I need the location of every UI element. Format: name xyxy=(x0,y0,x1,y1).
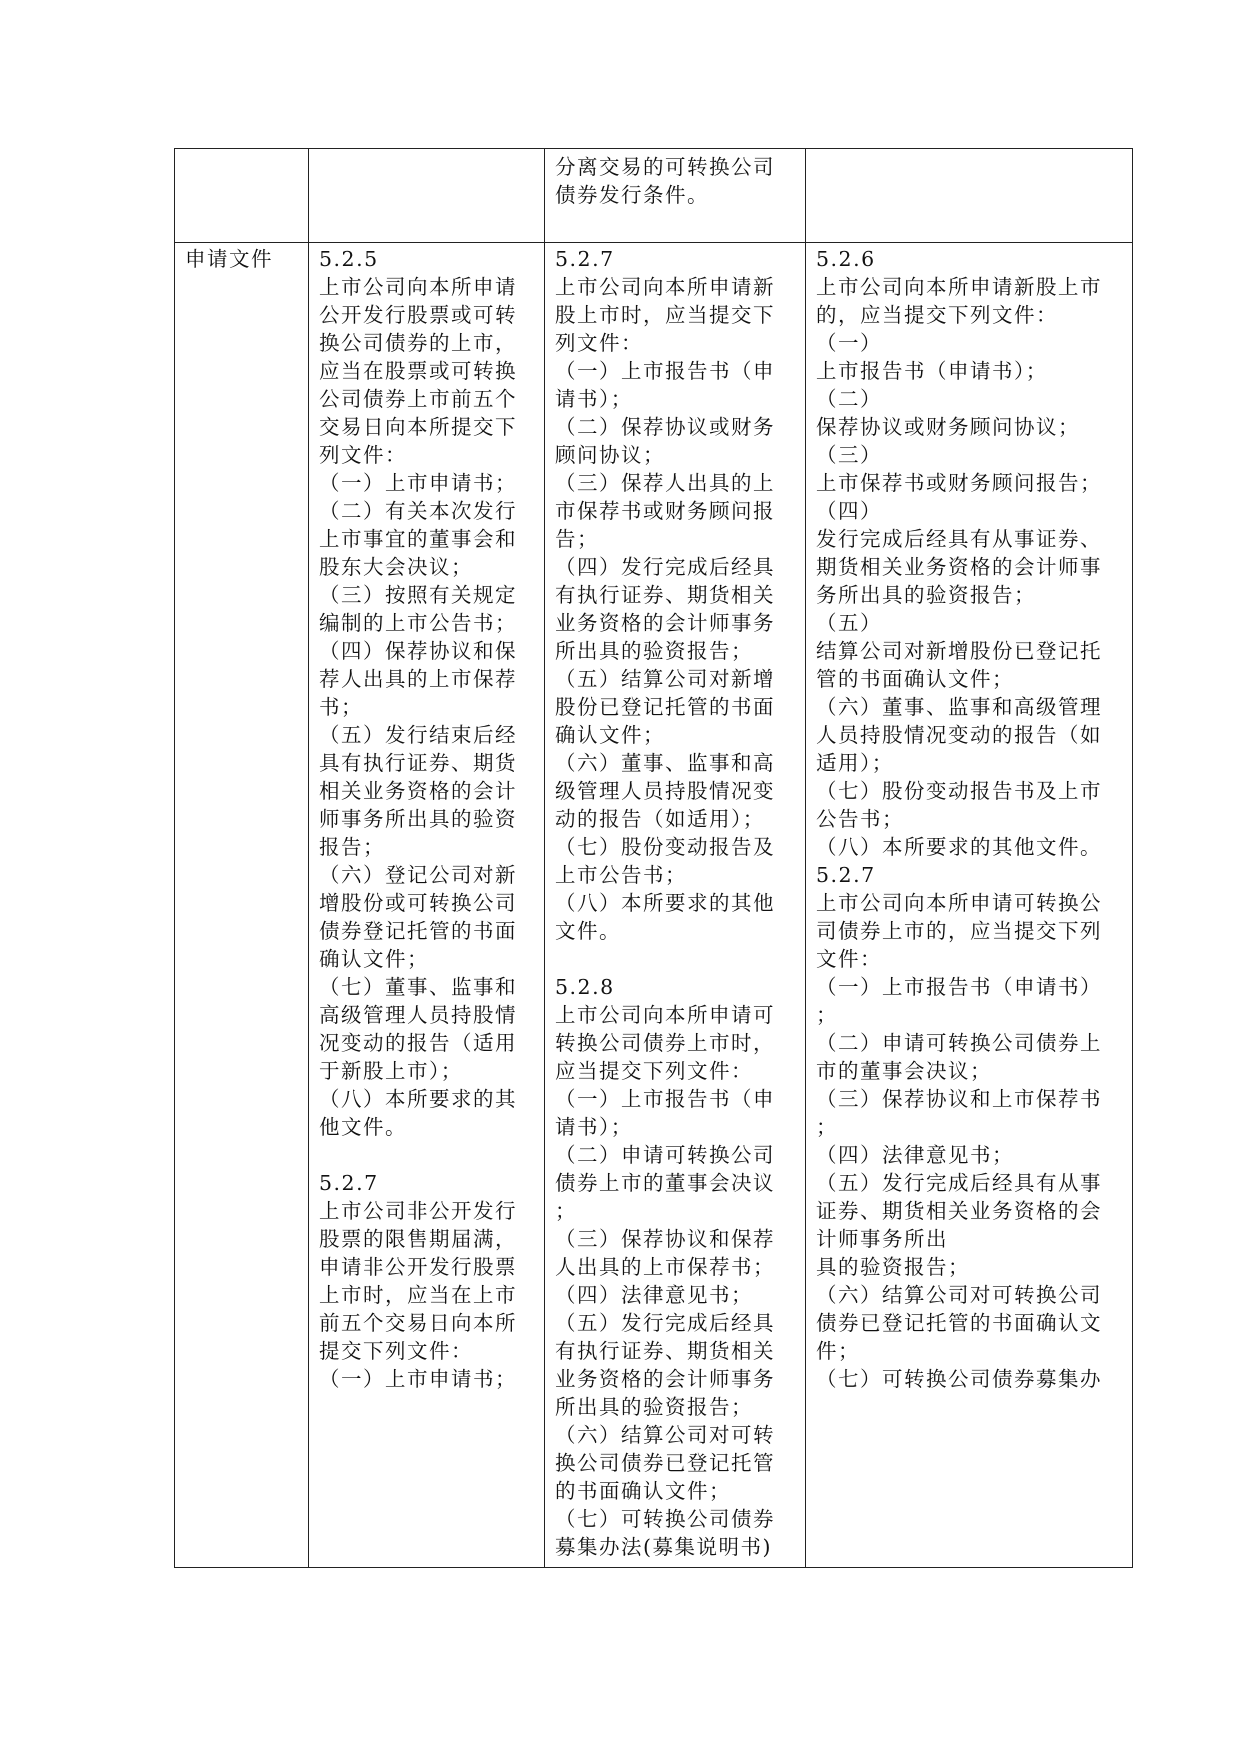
text-line: 结算公司对新增股份已登记托 xyxy=(816,639,1102,663)
text-line: 证券、期货相关业务资格的会 xyxy=(816,1199,1102,1223)
text-line: （一）上市报告书（申 xyxy=(555,1087,775,1111)
text-line: 务所出具的验资报告； xyxy=(816,583,1036,607)
text-line: （一）上市申请书； xyxy=(319,1367,517,1391)
table-cell-empty xyxy=(806,149,1133,243)
text-line: （四） xyxy=(816,499,882,523)
text-line: （四）法律意见书； xyxy=(816,1143,1014,1167)
text-line: （三） xyxy=(816,443,882,467)
text-line: （二）申请可转换公司 xyxy=(555,1143,775,1167)
text-line: 业务资格的会计师事务 xyxy=(555,1367,775,1391)
text-line: （八）本所要求的其他文件。 xyxy=(816,835,1102,859)
text-line: （五）发行结束后经 xyxy=(319,723,517,747)
table-cell-empty xyxy=(309,149,545,243)
text-line: （二）保荐协议或财务 xyxy=(555,415,775,439)
text-line: 上市公司向本所申请可 xyxy=(555,1003,775,1027)
text-line: 确认文件； xyxy=(555,723,665,747)
text-line: 具的验资报告； xyxy=(816,1255,970,1279)
text-line: 请书）； xyxy=(555,387,633,411)
text-line: 级管理人员持股情况变 xyxy=(555,779,775,803)
text-line: （一）上市报告书（申请书） xyxy=(816,975,1102,999)
text-line: 书； xyxy=(319,695,363,719)
text-line: （一）上市申请书； xyxy=(319,471,517,495)
text-line: 保荐协议或财务顾问协议； xyxy=(816,415,1080,439)
text-line: 相关业务资格的会计 xyxy=(319,779,517,803)
text-line: （八）本所要求的其他 xyxy=(555,891,775,915)
table-row xyxy=(175,243,1133,1568)
text-line: 列文件： xyxy=(319,443,407,467)
text-line: 具有执行证券、期货 xyxy=(319,751,517,775)
text-line: 债券上市的董事会决议 xyxy=(555,1171,775,1195)
cell-text-block xyxy=(545,243,805,1561)
text-line: 交易日向本所提交下 xyxy=(319,415,517,439)
text-line: 文件。 xyxy=(555,919,621,943)
text-line: 公司债券上市前五个 xyxy=(319,387,517,411)
text-line: 上市公司向本所申请 xyxy=(319,275,517,299)
text-line: （六）结算公司对可转 xyxy=(555,1423,775,1447)
text-line: 5.2.7 xyxy=(555,247,615,271)
text-line: 动的报告（如适用）； xyxy=(555,807,765,831)
text-line: 所出具的验资报告； xyxy=(555,1395,753,1419)
text-line: 市保荐书或财务顾问报 xyxy=(555,499,775,523)
text-line: （五）发行完成后经具 xyxy=(555,1311,775,1335)
text-line: （二）申请可转换公司债券上 xyxy=(816,1031,1102,1055)
text-line: （一） xyxy=(816,331,882,355)
text-line: 5.2.5 xyxy=(319,247,379,271)
text-line: 于新股上市）； xyxy=(319,1059,463,1083)
text-line: 有执行证券、期货相关 xyxy=(555,1339,775,1363)
text-line: 5.2.6 xyxy=(816,247,876,271)
text-line: 的书面确认文件； xyxy=(555,1479,731,1503)
text-line: 分离交易的可转换公司 xyxy=(555,155,775,179)
text-line: （七）股份变动报告及 xyxy=(555,835,775,859)
text-line: 他文件。 xyxy=(319,1115,407,1139)
text-line: 应当在股票或可转换 xyxy=(319,359,517,383)
text-line: 报告； xyxy=(319,835,385,859)
text-line: 上市报告书（申请书）； xyxy=(816,359,1048,383)
text-line: 期货相关业务资格的会计师事 xyxy=(816,555,1102,579)
text-line: （五）结算公司对新增 xyxy=(555,667,775,691)
table-cell xyxy=(309,243,545,1568)
text-line: 股上市时，应当提交下 xyxy=(555,303,775,327)
text-line: 上市事宜的董事会和 xyxy=(319,527,517,551)
text-line: 管的书面确认文件； xyxy=(816,667,1014,691)
text-line: （六）结算公司对可转换公司 xyxy=(816,1283,1102,1307)
text-line: 适用）； xyxy=(816,751,894,775)
text-line: 人出具的上市保荐书； xyxy=(555,1255,775,1279)
text-line: （四）法律意见书； xyxy=(555,1283,753,1307)
text-line: 公开发行股票或可转 xyxy=(319,303,517,327)
text-line: 应当提交下列文件： xyxy=(555,1059,753,1083)
cell-text-block xyxy=(806,243,1132,1393)
text-line: 上市时，应当在上市 xyxy=(319,1283,517,1307)
text-line: 股份已登记托管的书面 xyxy=(555,695,775,719)
text-line: （六）董事、监事和高级管理 xyxy=(816,695,1102,719)
text-line: 所出具的验资报告； xyxy=(555,639,753,663)
table-cell xyxy=(545,149,806,243)
text-line: 高级管理人员持股情 xyxy=(319,1003,517,1027)
text-line: 债券发行条件。 xyxy=(555,183,709,207)
text-line: （五）发行完成后经具有从事 xyxy=(816,1171,1102,1195)
text-line: 人员持股情况变动的报告（如 xyxy=(816,723,1102,747)
table-cell xyxy=(545,243,806,1568)
text-line: 请书）； xyxy=(555,1115,633,1139)
text-line: 计师事务所出 xyxy=(816,1227,948,1251)
text-line: （七）可转换公司债券募集办 xyxy=(816,1367,1102,1391)
text-line: 件； xyxy=(816,1339,860,1363)
text-line: 上市公告书； xyxy=(555,863,687,887)
text-line: 换公司债券的上市， xyxy=(319,331,517,355)
text-line: 师事务所出具的验资 xyxy=(319,807,517,831)
table-row xyxy=(175,149,1133,243)
text-line: 5.2.8 xyxy=(555,975,615,999)
text-line: （三）按照有关规定 xyxy=(319,583,517,607)
text-line: 提交下列文件： xyxy=(319,1339,473,1363)
text-line: 有执行证券、期货相关 xyxy=(555,583,775,607)
text-line: （三）保荐协议和上市保荐书 xyxy=(816,1087,1102,1111)
text-line: ； xyxy=(816,1003,838,1027)
text-line: 文件： xyxy=(816,947,882,971)
paragraph-gap xyxy=(319,1141,534,1169)
text-line: （八）本所要求的其 xyxy=(319,1087,517,1111)
text-line: （三）保荐人出具的上 xyxy=(555,471,775,495)
text-line: 业务资格的会计师事务 xyxy=(555,611,775,635)
text-line: ； xyxy=(816,1115,838,1139)
text-line: 荐人出具的上市保荐 xyxy=(319,667,517,691)
text-line: （六）董事、监事和高 xyxy=(555,751,775,775)
text-line: （一）上市报告书（申 xyxy=(555,359,775,383)
text-line: 债券已登记托管的书面确认文 xyxy=(816,1311,1102,1335)
table-cell xyxy=(806,243,1133,1568)
text-line: 上市保荐书或财务顾问报告； xyxy=(816,471,1102,495)
text-line: （四）保荐协议和保 xyxy=(319,639,517,663)
cell-text-block xyxy=(309,243,544,1393)
text-line: 募集办法(募集说明书) xyxy=(555,1535,772,1559)
text-line: 上市公司向本所申请可转换公 xyxy=(816,891,1102,915)
rules-comparison-table xyxy=(174,148,1133,1568)
text-line: 列文件： xyxy=(555,331,643,355)
text-line: 5.2.7 xyxy=(816,863,876,887)
text-line: 编制的上市公告书； xyxy=(319,611,517,635)
text-line: 顾问协议； xyxy=(555,443,665,467)
text-line: 债券登记托管的书面 xyxy=(319,919,517,943)
text-line: 市的董事会决议； xyxy=(816,1059,992,1083)
text-line: （六）登记公司对新 xyxy=(319,863,517,887)
text-line: 况变动的报告（适用 xyxy=(319,1031,517,1055)
text-line: 转换公司债券上市时， xyxy=(555,1031,775,1055)
text-line: 司债券上市的，应当提交下列 xyxy=(816,919,1102,943)
text-line: （四）发行完成后经具 xyxy=(555,555,775,579)
text-line: 前五个交易日向本所 xyxy=(319,1311,517,1335)
text-line: 5.2.7 xyxy=(319,1171,379,1195)
text-line: 告； xyxy=(555,527,599,551)
text-line: 发行完成后经具有从事证券、 xyxy=(816,527,1102,551)
text-line: 股东大会决议； xyxy=(319,555,473,579)
row-label: 申请文件 xyxy=(185,247,273,271)
table-cell-empty xyxy=(175,149,309,243)
text-line: （三）保荐协议和保荐 xyxy=(555,1227,775,1251)
text-line: （七）董事、监事和 xyxy=(319,975,517,999)
text-line: 上市公司向本所申请新股上市 xyxy=(816,275,1102,299)
text-line: 上市公司向本所申请新 xyxy=(555,275,775,299)
text-line: （二） xyxy=(816,387,882,411)
text-line: （五） xyxy=(816,611,882,635)
text-line: 确认文件； xyxy=(319,947,429,971)
text-line: （七）可转换公司债券 xyxy=(555,1507,775,1531)
paragraph-gap xyxy=(555,945,795,973)
text-line: 股票的限售期届满， xyxy=(319,1227,517,1251)
text-line: 的，应当提交下列文件： xyxy=(816,303,1058,327)
text-line: 申请非公开发行股票 xyxy=(319,1255,517,1279)
text-line: 换公司债券已登记托管 xyxy=(555,1451,775,1475)
text-line: 上市公司非公开发行 xyxy=(319,1199,517,1223)
row-label-cell xyxy=(175,243,309,1568)
text-line: 公告书； xyxy=(816,807,904,831)
text-line: 增股份或可转换公司 xyxy=(319,891,517,915)
text-line: ； xyxy=(555,1199,577,1223)
text-line: （二）有关本次发行 xyxy=(319,499,517,523)
cell-text-block xyxy=(545,149,805,209)
text-line: （七）股份变动报告书及上市 xyxy=(816,779,1102,803)
